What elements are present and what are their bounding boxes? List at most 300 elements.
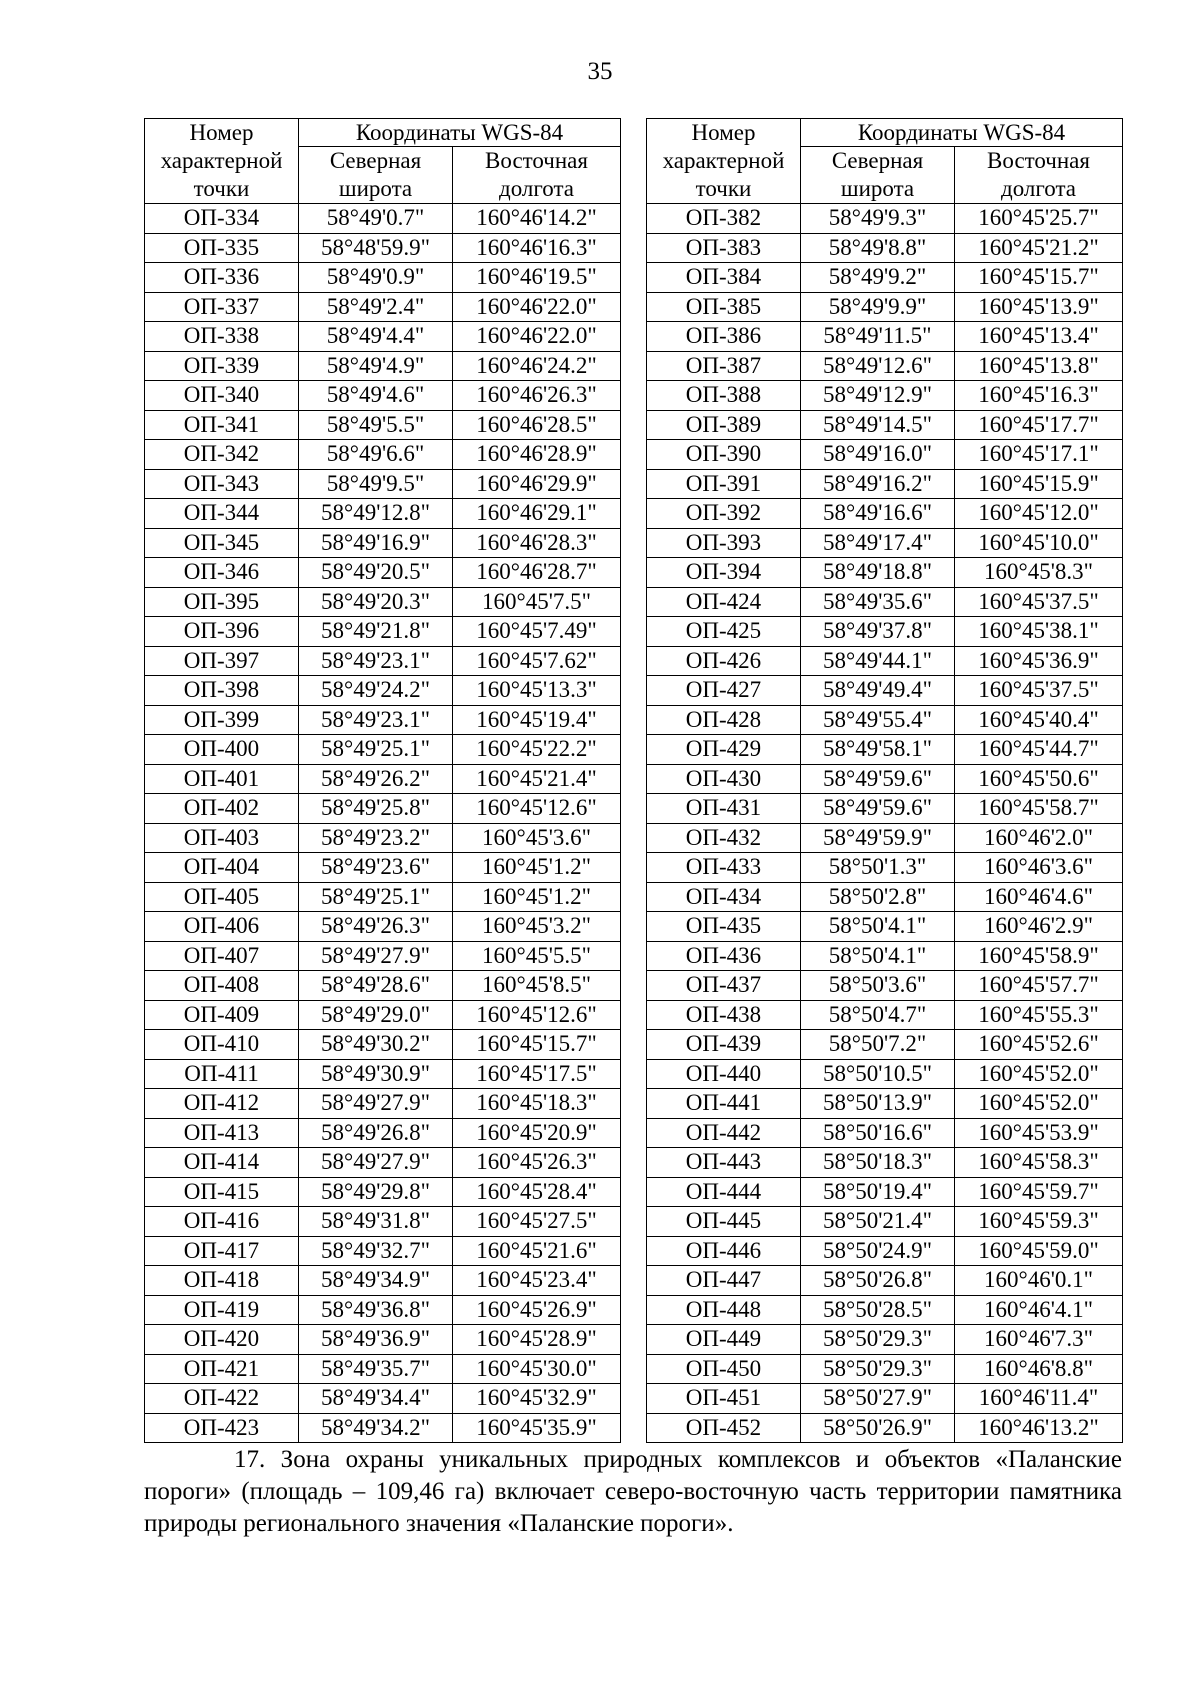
point-number-cell: ОП-383: [647, 233, 801, 263]
latitude-cell: 58°49'34.9": [299, 1266, 453, 1296]
point-number-cell: ОП-395: [145, 587, 299, 617]
longitude-cell: 160°46'28.9": [453, 440, 621, 470]
latitude-cell: 58°49'30.2": [299, 1030, 453, 1060]
longitude-cell: 160°45'13.9": [955, 292, 1123, 322]
table-row: [145, 676, 621, 706]
latitude-cell: 58°49'2.4": [299, 292, 453, 322]
latitude-cell: 58°50'4.1": [801, 941, 955, 971]
point-number-cell: ОП-403: [145, 823, 299, 853]
longitude-cell: 160°46'4.6": [955, 882, 1123, 912]
coordinates-table-right: [646, 118, 1123, 1443]
table-row: [647, 499, 1123, 529]
longitude-cell: 160°46'28.7": [453, 558, 621, 588]
table-row: [145, 1148, 621, 1178]
latitude-cell: 58°49'6.6": [299, 440, 453, 470]
longitude-cell: 160°46'14.2": [453, 204, 621, 234]
point-number-cell: ОП-397: [145, 646, 299, 676]
table-row: [647, 1295, 1123, 1325]
table-row: [647, 469, 1123, 499]
point-number-cell: ОП-427: [647, 676, 801, 706]
table-row: [647, 1236, 1123, 1266]
table-row: [647, 941, 1123, 971]
latitude-cell: 58°50'7.2": [801, 1030, 955, 1060]
table-row: [145, 528, 621, 558]
header-point-line: характерной: [662, 148, 785, 173]
table-row: [647, 263, 1123, 293]
latitude-cell: 58°49'27.9": [299, 1148, 453, 1178]
table-row: [647, 587, 1123, 617]
latitude-cell: 58°49'26.3": [299, 912, 453, 942]
table-row: [145, 440, 621, 470]
latitude-cell: 58°49'16.9": [299, 528, 453, 558]
longitude-cell: 160°45'52.6": [955, 1030, 1123, 1060]
latitude-cell: 58°50'26.9": [801, 1413, 955, 1443]
table-row: [145, 1177, 621, 1207]
table-row: [647, 1413, 1123, 1443]
table-row: [647, 381, 1123, 411]
header-point-number: [145, 119, 299, 204]
header-latitude: Северная: [801, 147, 955, 176]
latitude-cell: 58°49'34.2": [299, 1413, 453, 1443]
header-longitude: Восточная: [453, 147, 621, 176]
header-latitude-line2: широта: [299, 175, 453, 204]
point-number-cell: ОП-415: [145, 1177, 299, 1207]
point-number-cell: ОП-401: [145, 764, 299, 794]
latitude-cell: 58°50'24.9": [801, 1236, 955, 1266]
longitude-cell: 160°45'16.3": [955, 381, 1123, 411]
latitude-cell: 58°49'16.2": [801, 469, 955, 499]
longitude-cell: 160°46'2.9": [955, 912, 1123, 942]
point-number-cell: ОП-343: [145, 469, 299, 499]
table-row: [145, 469, 621, 499]
latitude-cell: 58°49'23.2": [299, 823, 453, 853]
latitude-cell: 58°49'9.2": [801, 263, 955, 293]
latitude-cell: 58°49'12.6": [801, 351, 955, 381]
latitude-cell: 58°50'29.3": [801, 1354, 955, 1384]
longitude-cell: 160°45'10.0": [955, 528, 1123, 558]
latitude-cell: 58°50'26.8": [801, 1266, 955, 1296]
point-number-cell: ОП-390: [647, 440, 801, 470]
latitude-cell: 58°49'25.8": [299, 794, 453, 824]
table-row: [647, 1384, 1123, 1414]
latitude-cell: 58°49'58.1": [801, 735, 955, 765]
latitude-cell: 58°50'18.3": [801, 1148, 955, 1178]
latitude-cell: 58°50'1.3": [801, 853, 955, 883]
longitude-cell: 160°46'7.3": [955, 1325, 1123, 1355]
longitude-cell: 160°45'15.7": [955, 263, 1123, 293]
page-number: 35: [587, 58, 613, 85]
latitude-cell: 58°49'9.3": [801, 204, 955, 234]
latitude-cell: 58°50'4.7": [801, 1000, 955, 1030]
table-row: [647, 1148, 1123, 1178]
table-row: [145, 705, 621, 735]
latitude-cell: 58°49'16.0": [801, 440, 955, 470]
longitude-cell: 160°45'28.4": [453, 1177, 621, 1207]
latitude-cell: 58°49'29.0": [299, 1000, 453, 1030]
point-number-cell: ОП-431: [647, 794, 801, 824]
point-number-cell: ОП-389: [647, 410, 801, 440]
header-coordinates: Координаты WGS-84: [801, 119, 1123, 147]
point-number-cell: ОП-404: [145, 853, 299, 883]
longitude-cell: 160°46'24.2": [453, 351, 621, 381]
latitude-cell: 58°49'59.6": [801, 794, 955, 824]
point-number-cell: ОП-411: [145, 1059, 299, 1089]
latitude-cell: 58°49'35.7": [299, 1354, 453, 1384]
table-row: [647, 410, 1123, 440]
table-row: [145, 1059, 621, 1089]
longitude-cell: 160°45'37.5": [955, 676, 1123, 706]
point-number-cell: ОП-433: [647, 853, 801, 883]
longitude-cell: 160°45'38.1": [955, 617, 1123, 647]
longitude-cell: 160°45'17.5": [453, 1059, 621, 1089]
table-row: [647, 882, 1123, 912]
point-number-cell: ОП-449: [647, 1325, 801, 1355]
point-number-cell: ОП-340: [145, 381, 299, 411]
point-number-cell: ОП-438: [647, 1000, 801, 1030]
table-row: [647, 853, 1123, 883]
point-number-cell: ОП-439: [647, 1030, 801, 1060]
table-row: [145, 1295, 621, 1325]
point-number-cell: ОП-334: [145, 204, 299, 234]
table-row: [647, 1325, 1123, 1355]
longitude-cell: 160°45'55.3": [955, 1000, 1123, 1030]
table-row: [145, 971, 621, 1001]
longitude-cell: 160°45'7.62": [453, 646, 621, 676]
table-row: [647, 1000, 1123, 1030]
table-row: [647, 1089, 1123, 1119]
table-row: [145, 499, 621, 529]
point-number-cell: ОП-385: [647, 292, 801, 322]
table-row: [647, 1118, 1123, 1148]
longitude-cell: 160°45'58.9": [955, 941, 1123, 971]
point-number-cell: ОП-446: [647, 1236, 801, 1266]
point-number-cell: ОП-420: [145, 1325, 299, 1355]
longitude-cell: 160°45'59.7": [955, 1177, 1123, 1207]
point-number-cell: ОП-450: [647, 1354, 801, 1384]
point-number-cell: ОП-337: [145, 292, 299, 322]
longitude-cell: 160°45'23.4": [453, 1266, 621, 1296]
point-number-cell: ОП-392: [647, 499, 801, 529]
longitude-cell: 160°45'1.2": [453, 882, 621, 912]
header-point-line: точки: [695, 176, 752, 201]
longitude-cell: 160°45'44.7": [955, 735, 1123, 765]
latitude-cell: 58°49'4.6": [299, 381, 453, 411]
point-number-cell: ОП-394: [647, 558, 801, 588]
latitude-cell: 58°49'25.1": [299, 735, 453, 765]
latitude-cell: 58°49'26.2": [299, 764, 453, 794]
longitude-cell: 160°45'52.0": [955, 1089, 1123, 1119]
longitude-cell: 160°46'3.6": [955, 853, 1123, 883]
table-row: [145, 1207, 621, 1237]
point-number-cell: ОП-409: [145, 1000, 299, 1030]
longitude-cell: 160°45'21.2": [955, 233, 1123, 263]
table-row: [145, 794, 621, 824]
table-row: [145, 882, 621, 912]
latitude-cell: 58°49'14.5": [801, 410, 955, 440]
point-number-cell: ОП-452: [647, 1413, 801, 1443]
table-row: [145, 735, 621, 765]
point-number-cell: ОП-339: [145, 351, 299, 381]
latitude-cell: 58°50'21.4": [801, 1207, 955, 1237]
coordinates-table-left: [144, 118, 621, 1443]
longitude-cell: 160°45'58.7": [955, 794, 1123, 824]
longitude-cell: 160°45'1.2": [453, 853, 621, 883]
point-number-cell: ОП-388: [647, 381, 801, 411]
point-number-cell: ОП-421: [145, 1354, 299, 1384]
table-row: [647, 322, 1123, 352]
table-row: [145, 263, 621, 293]
point-number-cell: ОП-402: [145, 794, 299, 824]
longitude-cell: 160°45'3.2": [453, 912, 621, 942]
longitude-cell: 160°45'12.0": [955, 499, 1123, 529]
point-number-cell: ОП-414: [145, 1148, 299, 1178]
longitude-cell: 160°45'17.7": [955, 410, 1123, 440]
point-number-cell: ОП-412: [145, 1089, 299, 1119]
table-row: [145, 853, 621, 883]
latitude-cell: 58°49'0.9": [299, 263, 453, 293]
table-row: [145, 410, 621, 440]
table-row: [647, 971, 1123, 1001]
table-row: [647, 1266, 1123, 1296]
longitude-cell: 160°45'30.0": [453, 1354, 621, 1384]
table-row: [647, 794, 1123, 824]
latitude-cell: 58°49'4.4": [299, 322, 453, 352]
table-row: [145, 1413, 621, 1443]
table-row: [647, 558, 1123, 588]
table-row: [647, 204, 1123, 234]
longitude-cell: 160°45'26.3": [453, 1148, 621, 1178]
latitude-cell: 58°49'20.5": [299, 558, 453, 588]
longitude-cell: 160°46'29.1": [453, 499, 621, 529]
longitude-cell: 160°45'8.3": [955, 558, 1123, 588]
longitude-cell: 160°45'15.7": [453, 1030, 621, 1060]
point-number-cell: ОП-346: [145, 558, 299, 588]
point-number-cell: ОП-437: [647, 971, 801, 1001]
longitude-cell: 160°45'32.9": [453, 1384, 621, 1414]
longitude-cell: 160°45'59.3": [955, 1207, 1123, 1237]
point-number-cell: ОП-413: [145, 1118, 299, 1148]
table-row: [145, 1118, 621, 1148]
table-row: [647, 617, 1123, 647]
longitude-cell: 160°46'22.0": [453, 292, 621, 322]
latitude-cell: 58°49'44.1": [801, 646, 955, 676]
longitude-cell: 160°45'27.5": [453, 1207, 621, 1237]
point-number-cell: ОП-422: [145, 1384, 299, 1414]
latitude-cell: 58°50'29.3": [801, 1325, 955, 1355]
table-row: [647, 735, 1123, 765]
header-longitude-line2: долгота: [453, 175, 621, 204]
latitude-cell: 58°49'27.9": [299, 1089, 453, 1119]
table-row: [145, 558, 621, 588]
longitude-cell: 160°45'21.6": [453, 1236, 621, 1266]
latitude-cell: 58°49'27.9": [299, 941, 453, 971]
latitude-cell: 58°49'30.9": [299, 1059, 453, 1089]
point-number-cell: ОП-436: [647, 941, 801, 971]
table-body: [647, 204, 1123, 1443]
point-number-cell: ОП-345: [145, 528, 299, 558]
latitude-cell: 58°49'36.8": [299, 1295, 453, 1325]
latitude-cell: 58°50'4.1": [801, 912, 955, 942]
table-row: [647, 1030, 1123, 1060]
header-point-line: характерной: [160, 148, 283, 173]
table-row: [647, 292, 1123, 322]
longitude-cell: 160°45'13.8": [955, 351, 1123, 381]
point-number-cell: ОП-342: [145, 440, 299, 470]
point-number-cell: ОП-335: [145, 233, 299, 263]
point-number-cell: ОП-406: [145, 912, 299, 942]
longitude-cell: 160°46'8.8": [955, 1354, 1123, 1384]
point-number-cell: ОП-424: [647, 587, 801, 617]
table-row: [647, 1059, 1123, 1089]
point-number-cell: ОП-410: [145, 1030, 299, 1060]
table-row: [647, 764, 1123, 794]
latitude-cell: 58°50'3.6": [801, 971, 955, 1001]
longitude-cell: 160°45'7.5": [453, 587, 621, 617]
point-number-cell: ОП-425: [647, 617, 801, 647]
longitude-cell: 160°45'25.7": [955, 204, 1123, 234]
latitude-cell: 58°49'16.6": [801, 499, 955, 529]
point-number-cell: ОП-440: [647, 1059, 801, 1089]
header-point-line: Номер: [189, 120, 254, 145]
latitude-cell: 58°49'29.8": [299, 1177, 453, 1207]
latitude-cell: 58°49'23.6": [299, 853, 453, 883]
longitude-cell: 160°45'28.9": [453, 1325, 621, 1355]
longitude-cell: 160°45'15.9": [955, 469, 1123, 499]
longitude-cell: 160°45'58.3": [955, 1148, 1123, 1178]
latitude-cell: 58°49'28.6": [299, 971, 453, 1001]
longitude-cell: 160°46'13.2": [955, 1413, 1123, 1443]
point-number-cell: ОП-400: [145, 735, 299, 765]
table-row: [145, 823, 621, 853]
latitude-cell: 58°49'59.6": [801, 764, 955, 794]
point-number-cell: ОП-391: [647, 469, 801, 499]
table-row: [145, 1384, 621, 1414]
table-row: [647, 646, 1123, 676]
latitude-cell: 58°49'23.1": [299, 646, 453, 676]
header-longitude: Восточная: [955, 147, 1123, 176]
table-row: [145, 617, 621, 647]
table-row: [647, 351, 1123, 381]
header-point-line: Номер: [691, 120, 756, 145]
point-number-cell: ОП-336: [145, 263, 299, 293]
point-number-cell: ОП-384: [647, 263, 801, 293]
latitude-cell: 58°49'23.1": [299, 705, 453, 735]
point-number-cell: ОП-338: [145, 322, 299, 352]
point-number-cell: ОП-441: [647, 1089, 801, 1119]
latitude-cell: 58°49'5.5": [299, 410, 453, 440]
longitude-cell: 160°45'50.6": [955, 764, 1123, 794]
paragraph-text: 17. Зона охраны уникальных природных комплексов и объектов «Паланские пороги» (площадь – 109,46 га) включает северо-восточную часть территории памятника природы регионального значения «Паланские пороги».: [144, 1446, 1122, 1537]
table-row: [145, 941, 621, 971]
latitude-cell: 58°49'24.2": [299, 676, 453, 706]
longitude-cell: 160°45'17.1": [955, 440, 1123, 470]
table-row: [647, 1354, 1123, 1384]
table-row: [647, 705, 1123, 735]
table-row: [145, 1354, 621, 1384]
point-number-cell: ОП-447: [647, 1266, 801, 1296]
table-row: [145, 1030, 621, 1060]
latitude-cell: 58°49'32.7": [299, 1236, 453, 1266]
latitude-cell: 58°49'17.4": [801, 528, 955, 558]
longitude-cell: 160°45'35.9": [453, 1413, 621, 1443]
latitude-cell: 58°49'18.8": [801, 558, 955, 588]
latitude-cell: 58°49'59.9": [801, 823, 955, 853]
header-point-number: [647, 119, 801, 204]
table-row: [647, 823, 1123, 853]
latitude-cell: 58°49'49.4": [801, 676, 955, 706]
table-row: [145, 1089, 621, 1119]
latitude-cell: 58°49'0.7": [299, 204, 453, 234]
longitude-cell: 160°45'52.0": [955, 1059, 1123, 1089]
longitude-cell: 160°46'4.1": [955, 1295, 1123, 1325]
table-row: [145, 381, 621, 411]
point-number-cell: ОП-434: [647, 882, 801, 912]
latitude-cell: 58°49'26.8": [299, 1118, 453, 1148]
table-row: [647, 233, 1123, 263]
table-row: [145, 1266, 621, 1296]
latitude-cell: 58°49'4.9": [299, 351, 453, 381]
latitude-cell: 58°49'55.4": [801, 705, 955, 735]
header-point-line: точки: [193, 176, 250, 201]
point-number-cell: ОП-435: [647, 912, 801, 942]
table-header: [145, 119, 621, 204]
longitude-cell: 160°45'19.4": [453, 705, 621, 735]
header-coordinates: Координаты WGS-84: [299, 119, 621, 147]
point-number-cell: ОП-396: [145, 617, 299, 647]
point-number-cell: ОП-444: [647, 1177, 801, 1207]
latitude-cell: 58°49'36.9": [299, 1325, 453, 1355]
point-number-cell: ОП-423: [145, 1413, 299, 1443]
latitude-cell: 58°49'8.8": [801, 233, 955, 263]
table-row: [647, 912, 1123, 942]
longitude-cell: 160°46'0.1": [955, 1266, 1123, 1296]
point-number-cell: ОП-386: [647, 322, 801, 352]
table-row: [145, 204, 621, 234]
point-number-cell: ОП-443: [647, 1148, 801, 1178]
latitude-cell: 58°49'9.9": [801, 292, 955, 322]
latitude-cell: 58°49'11.5": [801, 322, 955, 352]
point-number-cell: ОП-442: [647, 1118, 801, 1148]
point-number-cell: ОП-408: [145, 971, 299, 1001]
table-row: [647, 1177, 1123, 1207]
table-row: [145, 233, 621, 263]
point-number-cell: ОП-426: [647, 646, 801, 676]
longitude-cell: 160°45'7.49": [453, 617, 621, 647]
point-number-cell: ОП-398: [145, 676, 299, 706]
longitude-cell: 160°46'19.5": [453, 263, 621, 293]
longitude-cell: 160°46'28.3": [453, 528, 621, 558]
latitude-cell: 58°50'19.4": [801, 1177, 955, 1207]
point-number-cell: ОП-429: [647, 735, 801, 765]
longitude-cell: 160°45'40.4": [955, 705, 1123, 735]
table-row: [647, 440, 1123, 470]
longitude-cell: 160°45'13.4": [955, 322, 1123, 352]
table-row: [145, 1325, 621, 1355]
table-row: [145, 322, 621, 352]
point-number-cell: ОП-445: [647, 1207, 801, 1237]
latitude-cell: 58°50'16.6": [801, 1118, 955, 1148]
longitude-cell: 160°45'13.3": [453, 676, 621, 706]
table-header: [647, 119, 1123, 204]
longitude-cell: 160°46'16.3": [453, 233, 621, 263]
latitude-cell: 58°49'20.3": [299, 587, 453, 617]
longitude-cell: 160°46'22.0": [453, 322, 621, 352]
point-number-cell: ОП-341: [145, 410, 299, 440]
longitude-cell: 160°45'18.3": [453, 1089, 621, 1119]
point-number-cell: ОП-430: [647, 764, 801, 794]
latitude-cell: 58°49'31.8": [299, 1207, 453, 1237]
latitude-cell: 58°49'34.4": [299, 1384, 453, 1414]
